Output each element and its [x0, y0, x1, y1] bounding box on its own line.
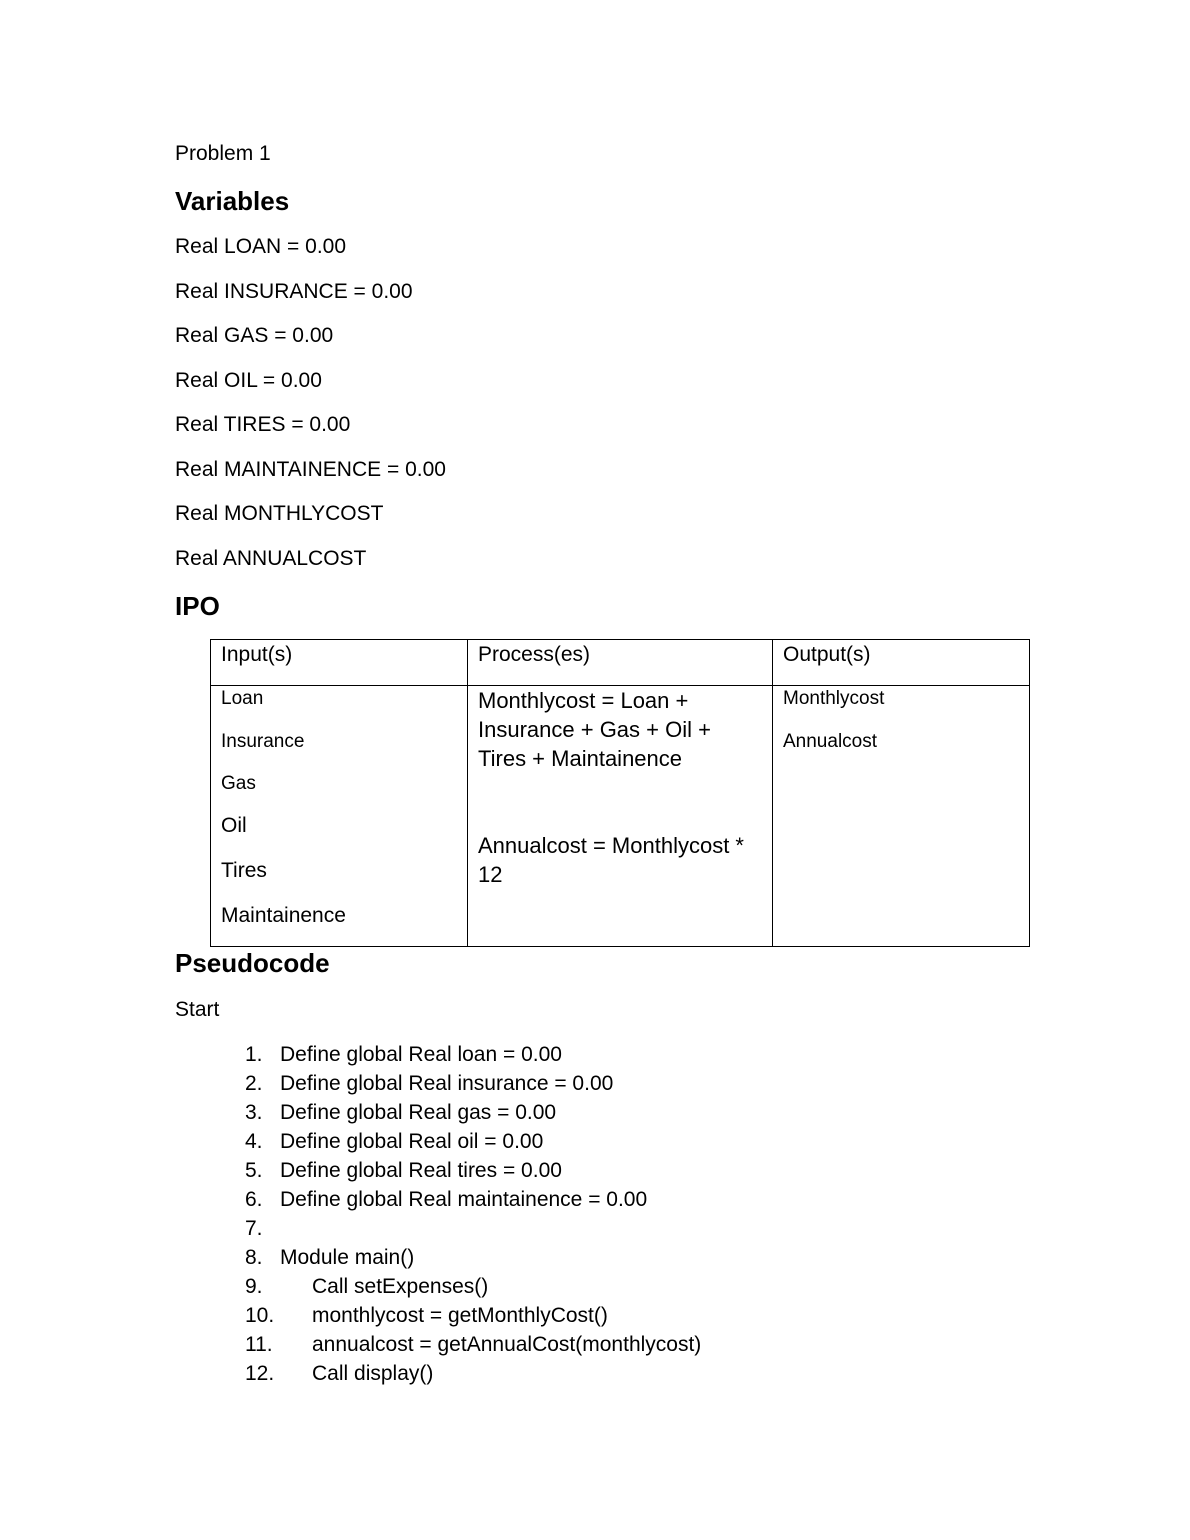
inputs-cell [211, 686, 468, 947]
variable-line: Real MAINTAINENCE = 0.00 [175, 458, 446, 481]
header-processes: Process(es) [478, 643, 591, 666]
line-number: 11. [245, 1333, 273, 1356]
ipo-table [210, 639, 1030, 947]
line-number: 6. [245, 1188, 263, 1211]
line-text: Define global Real oil = 0.00 [280, 1130, 544, 1153]
line-text: Define global Real tires = 0.00 [280, 1159, 562, 1182]
line-number: 7. [245, 1217, 263, 1240]
pseudocode-heading: Pseudocode [175, 948, 330, 978]
header-inputs: Input(s) [221, 643, 293, 666]
line-number: 10. [245, 1304, 275, 1327]
input-item: Insurance [221, 731, 305, 752]
line-number: 8. [245, 1246, 263, 1269]
line-text: Define global Real gas = 0.00 [280, 1101, 557, 1124]
line-number: 5. [245, 1159, 263, 1182]
line-number: 3. [245, 1101, 263, 1124]
input-item: Maintainence [221, 904, 346, 927]
ipo-heading: IPO [175, 591, 220, 621]
variable-line: Real TIRES = 0.00 [175, 413, 351, 436]
start-label: Start [175, 998, 220, 1021]
processes-cell [468, 686, 773, 947]
line-text: Define global Real insurance = 0.00 [280, 1072, 614, 1095]
line-text: Define global Real loan = 0.00 [280, 1043, 562, 1066]
outputs-cell [773, 686, 1030, 947]
line-text: annualcost = getAnnualCost(monthlycost) [312, 1333, 702, 1356]
table-row [211, 686, 1030, 947]
line-text: monthlycost = getMonthlyCost() [312, 1304, 608, 1327]
variable-line: Real MONTHLYCOST [175, 502, 384, 525]
output-item: Monthlycost [783, 688, 885, 709]
variables-heading: Variables [175, 186, 290, 216]
problem-label: Problem 1 [175, 142, 271, 165]
line-number: 4. [245, 1130, 263, 1153]
line-number: 9. [245, 1275, 263, 1298]
variable-line: Real ANNUALCOST [175, 547, 367, 570]
input-item: Oil [221, 814, 247, 837]
table-header-cell [468, 640, 773, 686]
line-text: Module main() [280, 1246, 415, 1269]
process-line: Monthlycost = Loan + [478, 688, 689, 713]
line-text: Call setExpenses() [312, 1275, 489, 1298]
header-outputs: Output(s) [783, 643, 871, 666]
process-line: Annualcost = Monthlycost * [478, 833, 744, 858]
table-header-cell [773, 640, 1030, 686]
input-item: Tires [221, 859, 267, 882]
variable-line: Real LOAN = 0.00 [175, 235, 347, 258]
variable-line: Real GAS = 0.00 [175, 324, 334, 347]
line-number: 2. [245, 1072, 263, 1095]
output-item: Annualcost [783, 731, 878, 752]
process-line: Tires + Maintainence [478, 746, 683, 771]
line-text: Define global Real maintainence = 0.00 [280, 1188, 648, 1211]
line-number: 1. [245, 1043, 263, 1066]
table-header-row [211, 640, 1030, 686]
line-text: Call display() [312, 1362, 434, 1385]
table-header-cell [211, 640, 468, 686]
line-number: 12. [245, 1362, 275, 1385]
variable-line: Real INSURANCE = 0.00 [175, 280, 413, 303]
process-line: Insurance + Gas + Oil + [478, 717, 711, 742]
input-item: Loan [221, 688, 264, 709]
variable-line: Real OIL = 0.00 [175, 369, 322, 392]
input-item: Gas [221, 773, 256, 794]
process-line: 12 [478, 862, 503, 887]
